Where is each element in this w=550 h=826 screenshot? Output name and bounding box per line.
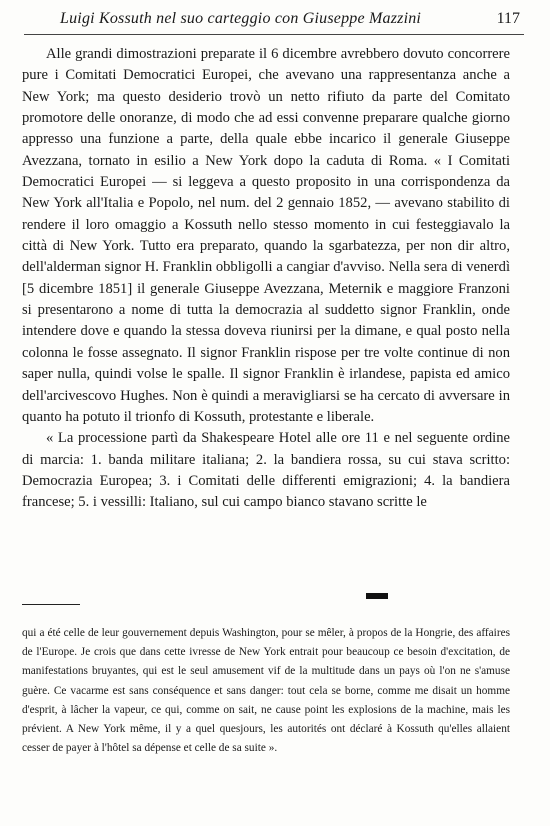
running-header [24, 10, 524, 36]
body-text [22, 44, 510, 514]
footnote-text: qui a été celle de leur gouvernement depuis Washington, pour se mêler, à propos de la Hongrie, des affaires de l'Europe. Je crois que dans cette ivresse de New York entrait pour beaucoup ce besoin d'excitation, de manifestations bruyantes, qui est le seul amusement vif de la multitude dans un pays où l'on ne s'amuse guère. Ce vacarme est sans conséquence et sans danger: tout cela se borne, comme me disait un homme d'esprit, à lâcher la vapeur, ce qui, comme on sait, ne cause point les explosions de la machine, mais les prévient. A New York même, il y a quel quesjours, les autorités ont déclaré à Kossuth qu'elles allaient cesser de payer à l'hôtel sa dépense et celle de sa suite ». [22, 627, 510, 755]
ink-blot [366, 593, 388, 599]
paragraph-1: Alle grandi dimostrazioni preparate il 6 dicembre avrebbero dovuto concorrere pure i Comitati Democratici Europei, che avevano una rappresentanza anche a New York; ma questo desiderio trovò un netto rifiuto da parte del Comitato promotore delle onoranze, di modo che ad essi convenne preparare qualche giorno appresso una funzione a parte, della quale ebbe incarico il generale Giuseppe Avezzana, tornato in esilio a New York dopo la caduta di Roma. « I Comitati Democratici Europei — si leggeva a questo proposito in una corrispondenza da New York all'Italia e Popolo, nel num. del 2 gennaio 1852, — avevano stabilito di rendere il loro omaggio a Kossuth nello stesso momento in cui festeggiavalo la città di New York. Tutto era preparato, quando la sgarbatezza, per non dir altro, dell'alderman signor H. Franklin obbligolli a cangiar d'avviso. Nella sera di venerdì [5 dicembre 1851] il generale Giuseppe Avezzana, Meternik e maggiore Franzoni si presentarono a nome di tutta la democrazia al suddetto signor Franklin, onde intendere dove e quando la stessa doveva riunirsi per la dimane, e qual posto nella colonna le fosse assegnato. Il signor Franklin rispose per tre volte continue di non saper nulla, quindi volse le spalle. Il signor Franklin è irlandese, papista ed amico dell'arcivescovo Hughes. Non è quindi a meravigliarsi se ha cercato di avversare in quanto ha potuto il trionfo di Kossuth, protestante e liberale. [22, 46, 510, 425]
footnote [22, 624, 510, 758]
page-number: 117 [496, 10, 520, 27]
paragraph-2: « La processione partì da Shakespeare Hotel alle ore 11 e nel seguente ordine di marcia: 1. banda militare italiana; 2. la bandiera rossa, su cui stava scritto: Democrazia Europea; 3. i Comitati delle differenti emigrazioni; 4. la bandiera francese; 5. i vessilli: Italiano, sul cui campo bianco stavano scritte le [22, 430, 510, 511]
footnote-rule [22, 604, 80, 605]
header-rule [24, 34, 524, 35]
running-title: Luigi Kossuth nel suo carteggio con Giuseppe Mazzini [60, 10, 422, 27]
